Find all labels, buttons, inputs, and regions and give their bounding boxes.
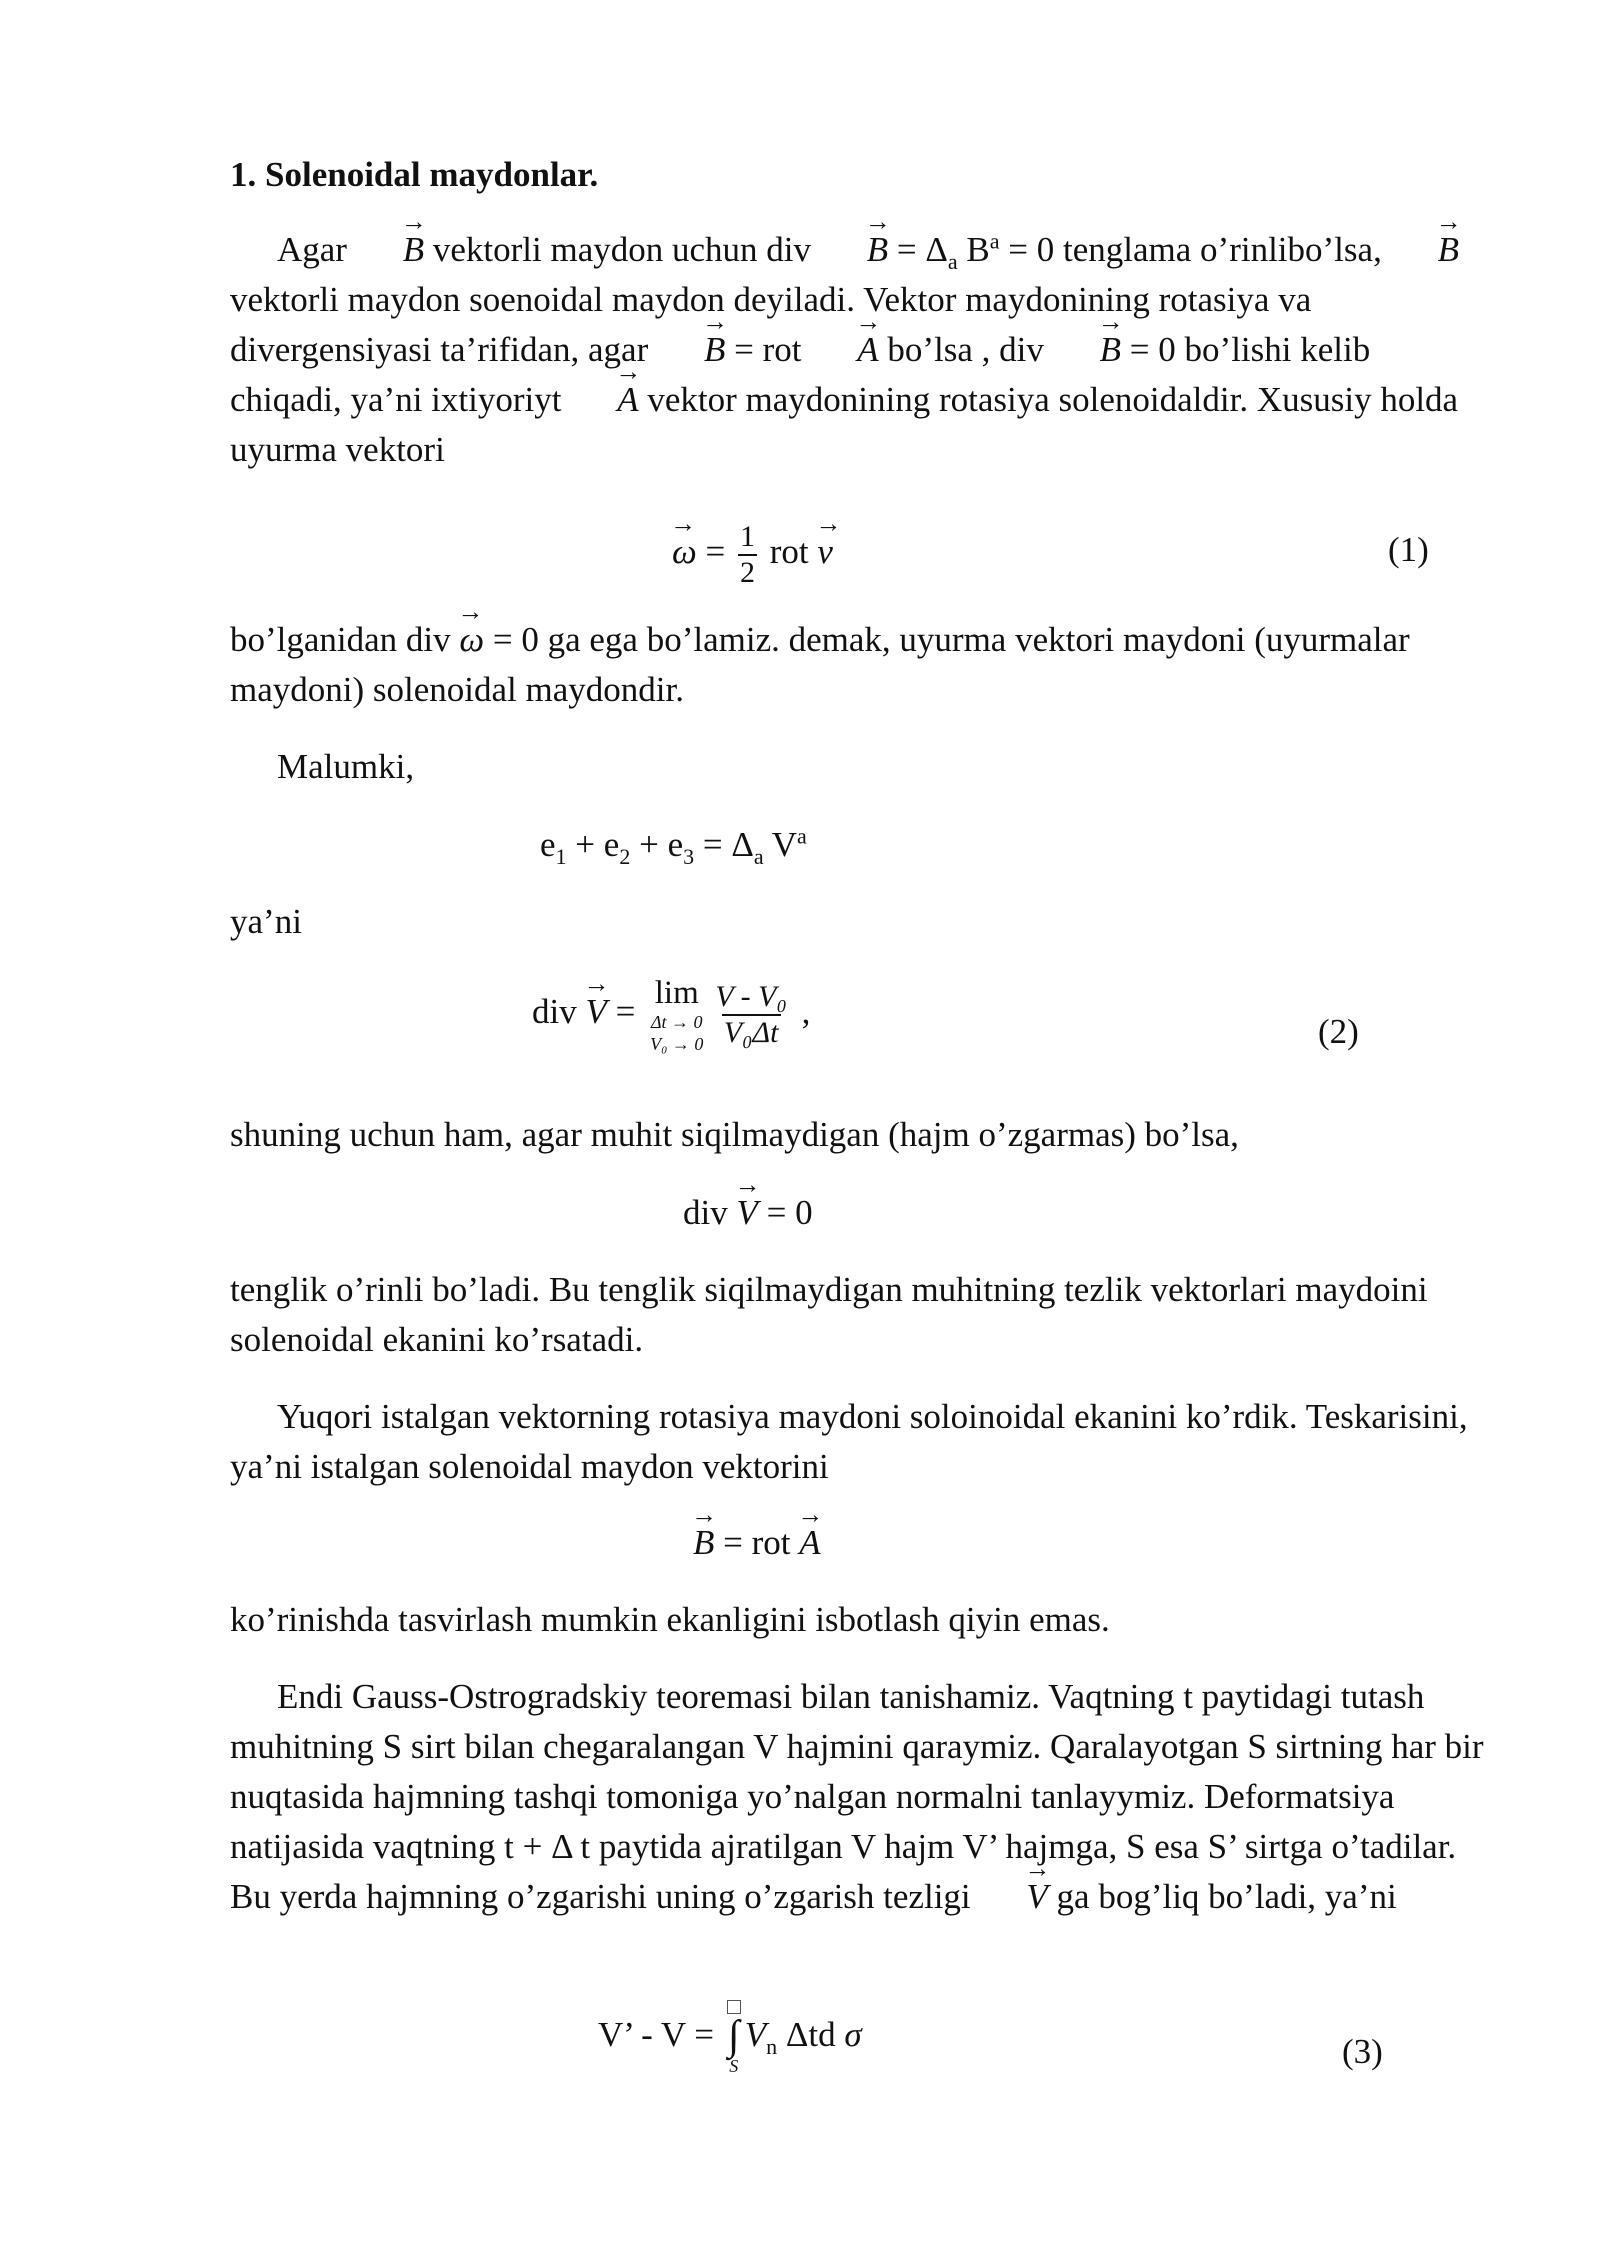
equation-div-zero: div → V = 0 xyxy=(683,1188,813,1238)
equation-3: V’ - V = ∫ S $V_n$ Δtd σ xyxy=(598,2000,862,2076)
vector-b: → B xyxy=(356,225,424,275)
paragraph-7: ko’rinishda tasvirlash mumkin ekanligini isbotlash qiyin emas. xyxy=(230,1600,1110,1639)
paragraph-3: Malumki, xyxy=(277,747,415,786)
surface-integral: ∫ S xyxy=(727,2000,741,2076)
yani-text: ya’ni xyxy=(230,902,302,941)
equation-1-number: (1) xyxy=(1388,530,1429,569)
paragraph-4: shuning uchun ham, agar muhit siqilmaydigan (hajm o’zgarmas) bo’lsa, xyxy=(230,1115,1239,1154)
equation-2: div → V = lim Δt → 0 V₀ → 0 $\frac{\text{V - V₀}}{\text{V₀Δt}}$ , xyxy=(532,975,810,1055)
vector-a: → A xyxy=(810,325,878,375)
section-heading: 1. Solenoidal maydonlar. xyxy=(230,155,599,194)
equation-1: → ω = $\frac{1}{2}$ rot → v xyxy=(672,520,833,590)
equation-3-number: (3) xyxy=(1342,2032,1383,2071)
equation-divergence-sum: $e_1 + e_2 + e_3 = \Delta_a$ $V^a$ xyxy=(540,823,807,869)
equation-rot: → B = rot → A xyxy=(693,1518,821,1568)
paragraph-1: Agar → B vektorli maydon uchun div → $B = \Delta_a$ $B^a = 0$ tenglama o’rinlibo’lsa, → B vektorli maydon soenoidal maydon deyiladi. Vektor maydonining rotasiya va divergensiyasi ta’rifidan, agar → B = rot → A bo’lsa , div → B = 0 bo’lishi kelib chiqadi, ya’ni ixtiyoriyt → A vektor maydonining rotasiya solenoidaldir. Xususiy holda uyurma vektori xyxy=(230,225,1490,475)
paragraph-8: Endi Gauss-Ostrogradskiy teoremasi bilan tanishamiz. Vaqtning t paytidagi tutash muhitning S sirt bilan chegaralangan V hajmini qaraymiz. Qaralayotgan S sirtning har bir nuqtasida hajmning tashqi tomoniga yo’nalgan normalni tanlayymiz. Deformatsiya natijasida vaqtning t + Δ t paytida ajratilgan V hajm V’ hajmga, S esa S’ sirtga o’tadilar. Bu yerda hajmning o’zgarishi uning o’zgarish tezligi → V ga bog’liq bo’ladi, ya’ni xyxy=(230,1672,1490,1922)
paragraph-2: bo’lganidan div → ω = 0 ga ega bo’lamiz. demak, uyurma vektori maydoni (uyurmalar maydoni) solenoidal maydondir. xyxy=(230,615,1490,715)
paragraph-6: Yuqori istalgan vektorning rotasiya maydoni soloinoidal ekanini ko’rdik. Teskarisini, ya’ni istalgan solenoidal maydon vektorini xyxy=(230,1397,1468,1486)
paragraph-5: tenglik o’rinli bo’ladi. Bu tenglik siqilmaydigan muhitning tezlik vektorlari maydoini solenoidal ekanini ko’rsatadi. xyxy=(230,1270,1428,1359)
equation-2-number: (2) xyxy=(1318,1012,1359,1051)
